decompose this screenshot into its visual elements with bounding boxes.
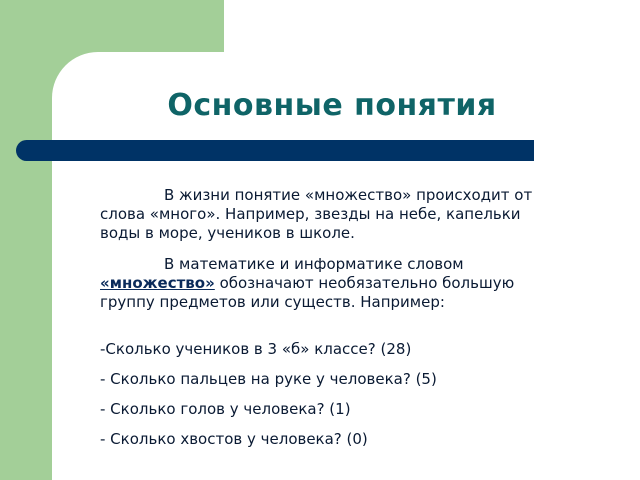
paragraph-1: В жизни понятие «множество» происходит от слова «много». Например, звезды на небе, капельки воды в море, учеников в школе.	[100, 186, 533, 242]
list-item: - Сколько хвостов у человека? (0)	[100, 430, 368, 448]
term-set: «множество»	[100, 274, 215, 292]
list-item: -Сколько учеников в 3 «б» классе? (28)	[100, 340, 412, 358]
slide-body	[100, 186, 540, 324]
list-item: - Сколько голов у человека? (1)	[100, 400, 351, 418]
slide-title: Основные понятия	[167, 88, 497, 123]
paragraph-2-start: В математике и информатике словом	[164, 255, 464, 273]
list-item: - Сколько пальцев на руке у человека? (5)	[100, 370, 437, 388]
paragraph-2	[100, 255, 540, 312]
title-underline-bar	[16, 140, 534, 161]
paragraph-2-end: обозначают необязательно большую группу предметов или существ. Например:	[100, 274, 515, 311]
examples-list	[100, 340, 540, 460]
